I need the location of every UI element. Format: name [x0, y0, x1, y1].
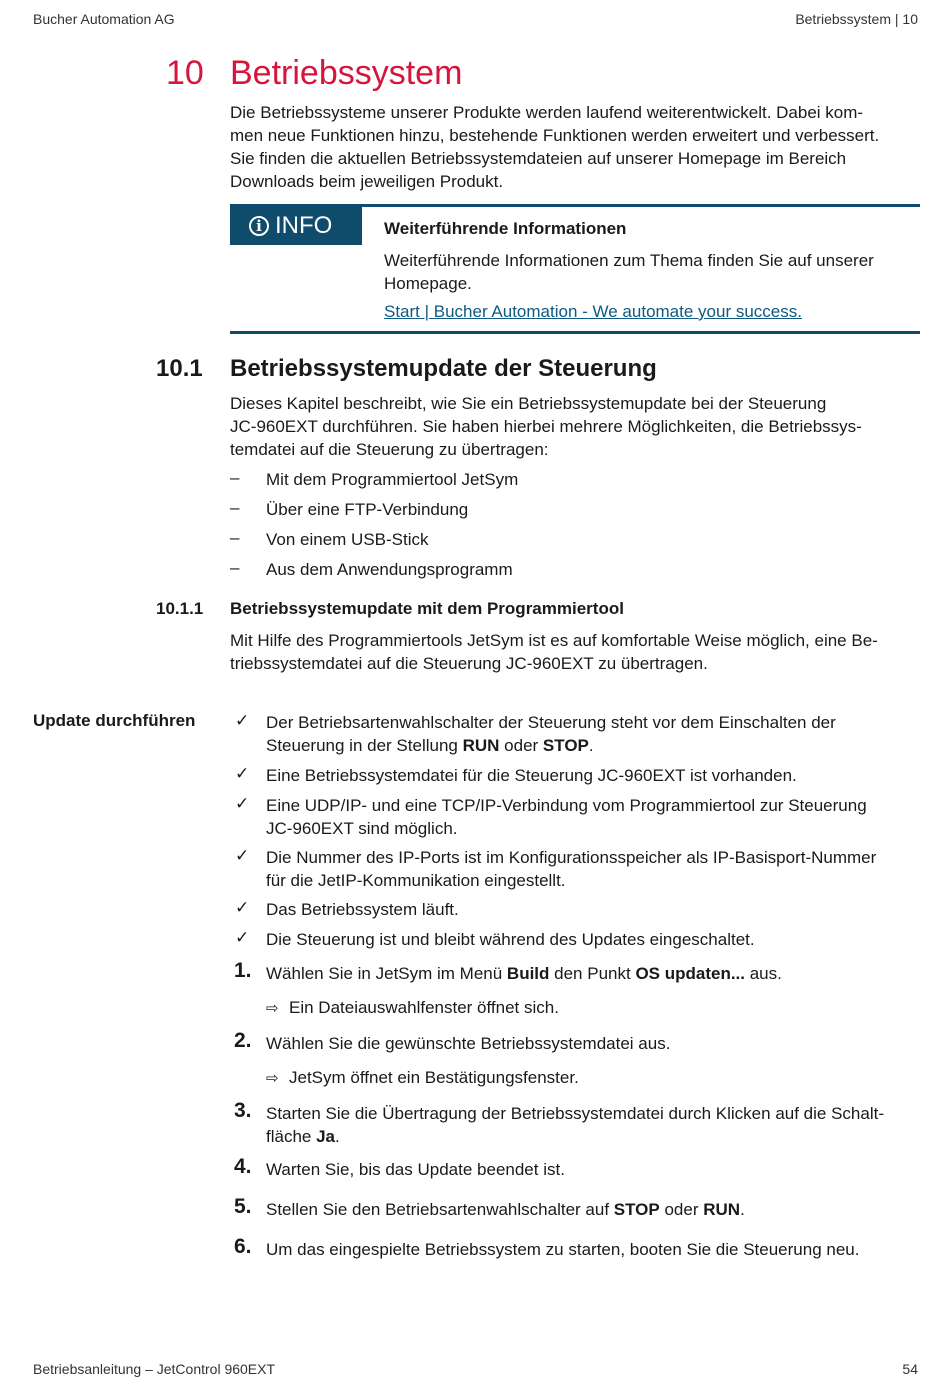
info-text: Weiterführende Informationen zum Thema finden Sie auf unserer Homepage.: [384, 251, 874, 293]
section-line: temdatei auf die Steuerung zu übertragen:: [230, 440, 549, 459]
intro-line: Sie finden die aktuellen Betriebssystemdateien auf unserer Homepage im Bereich: [230, 149, 847, 168]
check-icon: ✓: [235, 764, 250, 783]
menu-item-keyword: OS updaten...: [635, 964, 745, 983]
step-result: JetSym öffnet ein Bestätigungsfenster.: [289, 1068, 579, 1087]
header-company: Bucher Automation AG: [33, 11, 175, 27]
text-fragment: Stellen Sie den Betriebsartenwahlschalter auf: [266, 1200, 614, 1219]
text-fragment: den Punkt: [549, 964, 636, 983]
step-line: [266, 1125, 920, 1148]
text-fragment: .: [335, 1127, 340, 1146]
step-number: 5.: [234, 1195, 252, 1218]
chapter-title: Betriebssystem: [230, 54, 463, 92]
step-result: Ein Dateiauswahlfenster öffnet sich.: [289, 998, 559, 1017]
info-box: [230, 204, 920, 334]
button-keyword: Ja: [316, 1127, 336, 1146]
option-item: Mit dem Programmiertool JetSym: [266, 470, 519, 489]
procedure-label: Update durchführen: [33, 711, 196, 730]
check-icon: ✓: [235, 928, 250, 947]
intro-line: Downloads beim jeweiligen Produkt.: [230, 172, 504, 191]
dash-bullet: –: [230, 558, 240, 577]
footer-manual-title: Betriebsanleitung – JetControl 960EXT: [33, 1361, 276, 1377]
stop-keyword: STOP: [542, 736, 589, 755]
check-icon: ✓: [235, 846, 250, 865]
prerequisite-line: Die Nummer des IP-Ports ist im Konfigurationsspeicher als IP-Basisport-Nummer: [266, 848, 877, 867]
section-line: JC-960EXT durchführen. Sie haben hierbei mehrere Möglichkeiten, die Betriebssys-: [230, 417, 862, 436]
prerequisite-line: JC-960EXT sind möglich.: [266, 819, 458, 838]
prerequisite-item: [266, 846, 920, 892]
stop-keyword: STOP: [613, 1200, 660, 1219]
result-arrow-icon: ⇨: [266, 1000, 279, 1017]
intro-line: Die Betriebssysteme unserer Produkte werden laufend weiterentwickelt. Dabei kom-: [230, 103, 864, 122]
step-number: 6.: [234, 1235, 252, 1258]
section-paragraph: [230, 392, 920, 461]
info-badge: [230, 207, 362, 245]
text-fragment: Steuerung in der Stellung: [266, 736, 463, 755]
subsection-line: triebssystemdatei auf die Steuerung JC-960EXT zu übertragen.: [230, 654, 708, 673]
step-text: [266, 962, 920, 985]
run-keyword: RUN: [462, 736, 500, 755]
prerequisite-line: Der Betriebsartenwahlschalter der Steuerung steht vor dem Einschalten der: [266, 713, 836, 732]
option-item: Von einem USB-Stick: [266, 530, 429, 549]
check-icon: ✓: [235, 711, 250, 730]
text-fragment: aus.: [745, 964, 782, 983]
step-number: 2.: [234, 1029, 252, 1052]
subsection-line: Mit Hilfe des Programmiertools JetSym ist es auf komfortable Weise möglich, eine Be-: [230, 631, 878, 650]
step-number: 1.: [234, 959, 252, 982]
footer-page-number: 54: [902, 1361, 918, 1377]
step-text: Um das eingespielte Betriebssystem zu starten, booten Sie die Steuerung neu.: [266, 1240, 860, 1259]
info-icon: i: [249, 216, 269, 236]
dash-bullet: –: [230, 468, 240, 487]
step-text: [266, 1102, 920, 1148]
step-line: Starten Sie die Übertragung der Betriebssystemdatei durch Klicken auf die Schalt-: [266, 1104, 884, 1123]
option-item: Über eine FTP-Verbindung: [266, 500, 469, 519]
prerequisite-line: Eine UDP/IP- und eine TCP/IP-Verbindung vom Programmiertool zur Steuerung: [266, 796, 867, 815]
intro-paragraph: [230, 101, 920, 193]
dash-bullet: –: [230, 498, 240, 517]
text-fragment: fläche: [266, 1127, 317, 1146]
menu-keyword: Build: [506, 964, 550, 983]
run-keyword: RUN: [703, 1200, 741, 1219]
text-fragment: .: [588, 736, 594, 755]
prerequisite-line: für die JetIP-Kommunikation eingestellt.: [266, 871, 566, 890]
intro-line: men neue Funktionen hinzu, bestehende Funktionen werden erweitert und verbessert.: [230, 126, 880, 145]
prerequisite-item: [266, 794, 920, 840]
homepage-link[interactable]: Start | Bucher Automation - We automate your success.: [384, 302, 802, 321]
section-line: Dieses Kapitel beschreibt, wie Sie ein Betriebssystemupdate bei der Steuerung: [230, 394, 827, 413]
check-icon: ✓: [235, 794, 250, 813]
section-title: Betriebssystemupdate der Steuerung: [230, 355, 657, 382]
subsection-title: Betriebssystemupdate mit dem Programmiertool: [230, 599, 624, 618]
subsection-paragraph: [230, 629, 920, 675]
text-fragment: oder: [499, 736, 543, 755]
text-fragment: oder: [659, 1200, 704, 1219]
header-chapter: Betriebssystem | 10: [795, 11, 918, 27]
text-fragment: Wählen Sie in JetSym im Menü: [266, 964, 507, 983]
section-number: 10.1: [156, 355, 203, 382]
info-badge-label: INFO: [275, 212, 333, 239]
step-text: Warten Sie, bis das Update beendet ist.: [266, 1160, 565, 1179]
prerequisite-line: [266, 734, 920, 757]
prerequisite-item: [266, 711, 920, 757]
text-fragment: .: [740, 1200, 745, 1219]
step-text: Wählen Sie die gewünschte Betriebssystemdatei aus.: [266, 1034, 671, 1053]
step-number: 4.: [234, 1155, 252, 1178]
prerequisite-item: Eine Betriebssystemdatei für die Steuerung JC-960EXT ist vorhanden.: [266, 766, 797, 785]
step-text: [266, 1198, 920, 1221]
result-arrow-icon: ⇨: [266, 1070, 279, 1087]
prerequisite-item: Die Steuerung ist und bleibt während des Updates eingeschaltet.: [266, 930, 755, 949]
info-title: Weiterführende Informationen: [384, 219, 627, 238]
subsection-number: 10.1.1: [156, 599, 204, 618]
prerequisite-item: Das Betriebssystem läuft.: [266, 900, 459, 919]
step-number: 3.: [234, 1099, 252, 1122]
dash-bullet: –: [230, 528, 240, 547]
chapter-number: 10: [166, 54, 204, 92]
check-icon: ✓: [235, 898, 250, 917]
option-item: Aus dem Anwendungsprogramm: [266, 560, 513, 579]
